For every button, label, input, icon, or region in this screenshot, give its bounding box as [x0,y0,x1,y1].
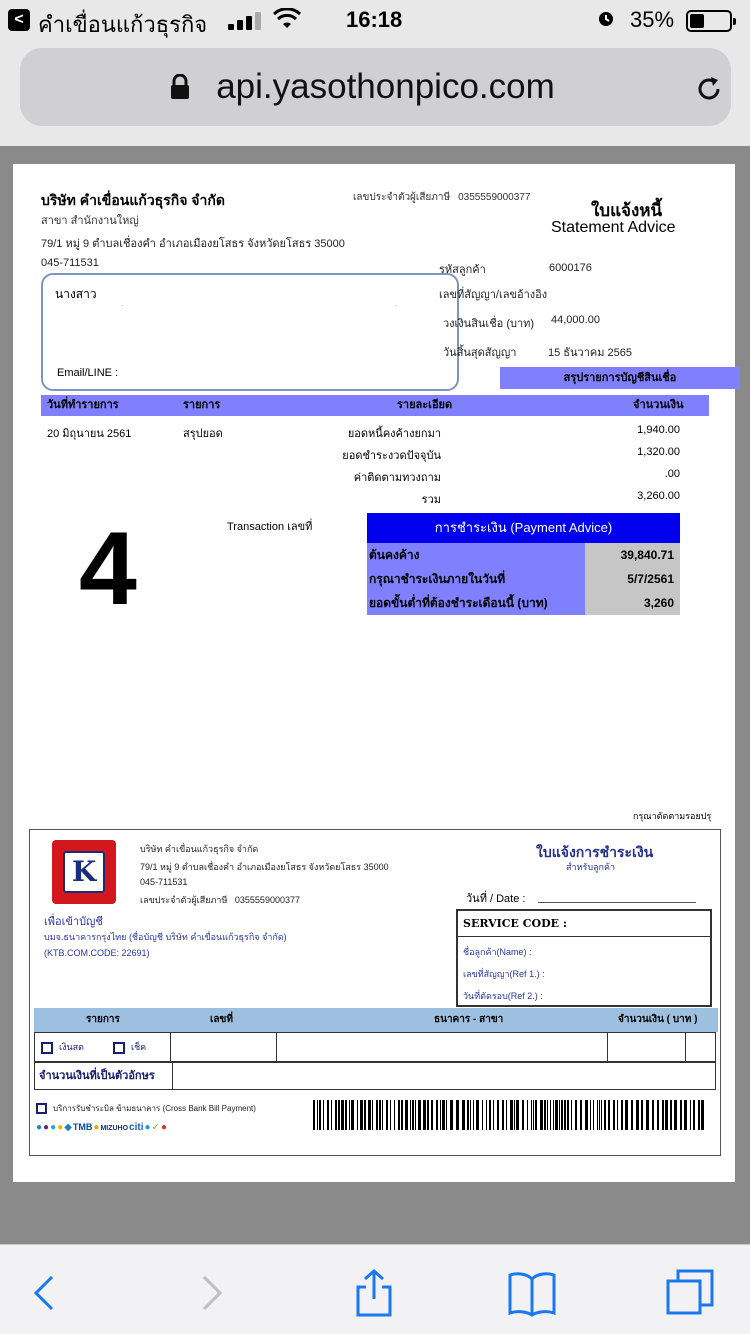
cross-bank-checkbox[interactable] [36,1103,47,1114]
number-cell[interactable] [171,1033,277,1061]
company-logo [52,840,116,904]
payment-row [367,567,680,591]
slip-tax-id-label: เลขประจำตัวผู้เสียภาษี [140,895,228,905]
contract-label: เลขที่สัญญา/เลขอ้างอิง [439,289,548,301]
customer-code-label: รหัสลูกค้า [439,264,486,276]
share-icon[interactable] [350,1269,398,1317]
payment-advice-header: การชำระเงิน (Payment Advice) [367,513,680,543]
payment-method-row [34,1032,716,1062]
bank-logo-citi: citi [129,1122,144,1133]
slip-subtitle: สำหรับลูกค้า [566,862,616,872]
customer-box [41,273,459,391]
bank-logo-icon: ● [43,1122,50,1133]
slip-company-name: บริษัท คำเขื่อนแก้วธุรกิจ จำกัด [140,844,259,854]
col-amount: จำนวนเงิน [633,399,684,411]
customer-prefix: นางสาว [55,287,97,301]
payment-row-value: 3,260 [585,591,680,615]
credit-value: 44,000.00 [551,314,600,326]
cheque-label: เช็ค [131,1042,147,1052]
browser-chrome [0,40,750,146]
company-branch: สาขา สำนักงานใหญ่ [41,215,139,227]
bank-logo-icon: ● [144,1122,151,1133]
date-field[interactable] [538,902,696,903]
contract-row [439,285,547,303]
detail-label: ค่าติดตามทวงถาม [353,472,441,484]
cross-bank-option[interactable] [36,1102,256,1115]
cheque-checkbox[interactable] [113,1042,125,1054]
handwritten-number: 4 [79,511,137,627]
method-cell [35,1033,171,1061]
col-detail: รายละเอียด [397,399,453,411]
bank-logo-tmb: TMB [72,1122,93,1132]
bank-logo-icon: ◆ [64,1122,72,1133]
tax-id-label: เลขประจำตัวผู้เสียภาษี [353,192,451,203]
redacted-mark: - [395,301,398,310]
cheque-option[interactable] [113,1040,146,1054]
slip-tax-id [140,893,300,907]
document-title-en: Statement Advice [551,219,676,236]
txn-date: 20 มิถุนายน 2561 [47,428,132,440]
browser-toolbar [0,1244,750,1334]
payment-row-value: 5/7/2561 [585,567,680,591]
company-address: 79/1 หมู่ 9 ตำบลเชื่องคำ อำเภอเมืองยโสธร จังหวัดยโสธร 35000 [41,238,345,250]
tax-id [353,190,530,205]
wifi-icon [272,8,302,30]
customer-code-row [439,260,592,278]
payment-row-label: ยอดขั้นต่ำที่ต้องชำระเดือนนี้ (บาท) [367,591,585,615]
redacted-mark: - [121,301,124,310]
status-bar [0,0,750,40]
customer-code-value: 6000176 [549,262,592,274]
col-item: รายการ [183,399,221,411]
customer-name-label: ชื่อลูกค้า(Name) : [463,947,532,957]
payment-slip [29,829,721,1156]
cash-option[interactable] [41,1040,84,1054]
address-bar[interactable] [20,48,731,126]
company-phone: 045-711531 [41,257,99,269]
summary-bar: สรุปรายการบัญชีสินเชื่อ [500,367,740,389]
tabs-icon[interactable] [666,1269,714,1317]
bank-logo-mizuho: MIZUHO [100,1125,129,1132]
end-date-value: 15 ธันวาคม 2565 [548,347,633,359]
txn-item: สรุปยอด [183,428,223,440]
credit-label: วงเงินสินเชื่อ (บาท) [443,318,535,330]
bank-logo-icon: ● [50,1122,57,1133]
statement-document [13,164,735,1182]
bank-logo-icon: ● [36,1122,43,1133]
bank-info: บมจ.ธนาคารกรุงไทย (ชื่อบัญชี บริษัท คำเขื่อนแก้วธุรกิจ จำกัด) [44,932,287,942]
amount-words-row [34,1062,716,1090]
ref2-label: วันที่ตัดรอบ(Ref 2.) : [463,991,543,1001]
amount-cell[interactable] [608,1033,686,1061]
transaction-no-label: Transaction เลขที่ [227,521,313,533]
detail-label: ยอดหนี้คงค้างยกมา [347,428,441,440]
cash-label: เงินสด [59,1042,84,1052]
account-label: เพื่อเข้าบัญชี [44,916,103,928]
end-date-row [443,343,633,361]
forward-icon[interactable] [186,1269,234,1317]
logo-letter: K [63,851,105,893]
bank-logo-icon: ✓ [151,1122,160,1133]
detail-amount: .00 [664,468,680,480]
bank-logos [36,1122,168,1133]
battery-icon [686,10,732,32]
grid-col-amount: จำนวนเงิน ( บาท ) [618,1014,698,1025]
detail-amount: 1,940.00 [637,424,680,436]
detail-amount: 1,320.00 [637,446,680,458]
detail-label: ยอดชำระงวดปัจจุบัน [342,450,441,462]
battery-percent: 35% [630,7,675,32]
slip-address: 79/1 หมู่ 9 ตำบลเชื่องคำ อำเภอเมืองยโสธร จังหวัดยโสธร 35000 [140,862,389,872]
transaction-table-header [41,395,709,416]
ref1-label: เลขที่สัญญา(Ref 1.) : [463,969,545,979]
bank-logo-icon: ● [57,1122,64,1133]
slip-title: ใบแจ้งการชำระเงิน [536,844,654,860]
slip-tax-id-value: 0355559000377 [234,895,300,905]
end-date-label: วันสิ้นสุดสัญญา [443,347,517,359]
payment-advice-box [367,513,680,615]
clock: 16:18 [346,7,403,32]
cellular-signal-icon [228,12,262,30]
detail-label: รวม [421,494,441,506]
url-text[interactable]: api.yasothonpico.com [216,67,555,106]
bank-cell[interactable] [277,1033,608,1061]
cut-line-note: กรุณาตัดตามรอยปรุ [633,811,712,821]
amount-words-label: จำนวนเงินที่เป็นตัวอักษร [35,1063,173,1089]
bank-logo-icon: ● [160,1122,167,1133]
col-date: วันที่ทำรายการ [47,399,119,411]
grid-col-number: เลขที่ [210,1014,233,1025]
company-name: บริษัท คำเขื่อนแก้วธุรกิจ จำกัด [41,192,225,208]
document-title-th: ใบแจ้งหนี้ [591,201,663,220]
bank-logo-icon: ● [93,1122,100,1133]
credit-row [443,314,600,332]
grid-col-item: รายการ [86,1014,120,1025]
payment-row-label: ต้นคงค้าง [367,543,585,567]
slip-grid-header [34,1008,718,1032]
back-icon[interactable] [22,1269,70,1317]
detail-amount: 3,260.00 [637,490,680,502]
reload-icon[interactable] [694,74,724,104]
bank-code: (KTB.COM.CODE: 22691) [44,948,150,958]
tax-id-value: 0355559000377 [458,192,531,203]
barcode [313,1100,705,1130]
payment-row-label: กรุณาชำระเงินภายในวันที่ [367,567,585,591]
back-app-label[interactable]: คำเขื่อนแก้วธุรกิจ [38,12,208,37]
service-code-box [456,909,712,1007]
grid-col-bank: ธนาคาร - สาขา [434,1014,504,1025]
email-line-label: Email/LINE : [57,367,119,379]
cross-bank-label: บริการรับชำระบิล ข้ามธนาคาร (Cross Bank Bill Payment) [53,1104,256,1113]
service-code-label: SERVICE CODE : [458,911,710,937]
bookmarks-icon[interactable] [508,1269,556,1317]
payment-row [367,591,680,615]
date-label: วันที่ / Date : [466,893,526,905]
back-to-app-icon[interactable]: < [8,9,30,31]
payment-row-value: 39,840.71 [585,543,680,567]
slip-phone: 045-711531 [140,877,188,887]
payment-row [367,543,680,567]
cash-checkbox[interactable] [41,1042,53,1054]
alarm-icon [596,8,616,28]
